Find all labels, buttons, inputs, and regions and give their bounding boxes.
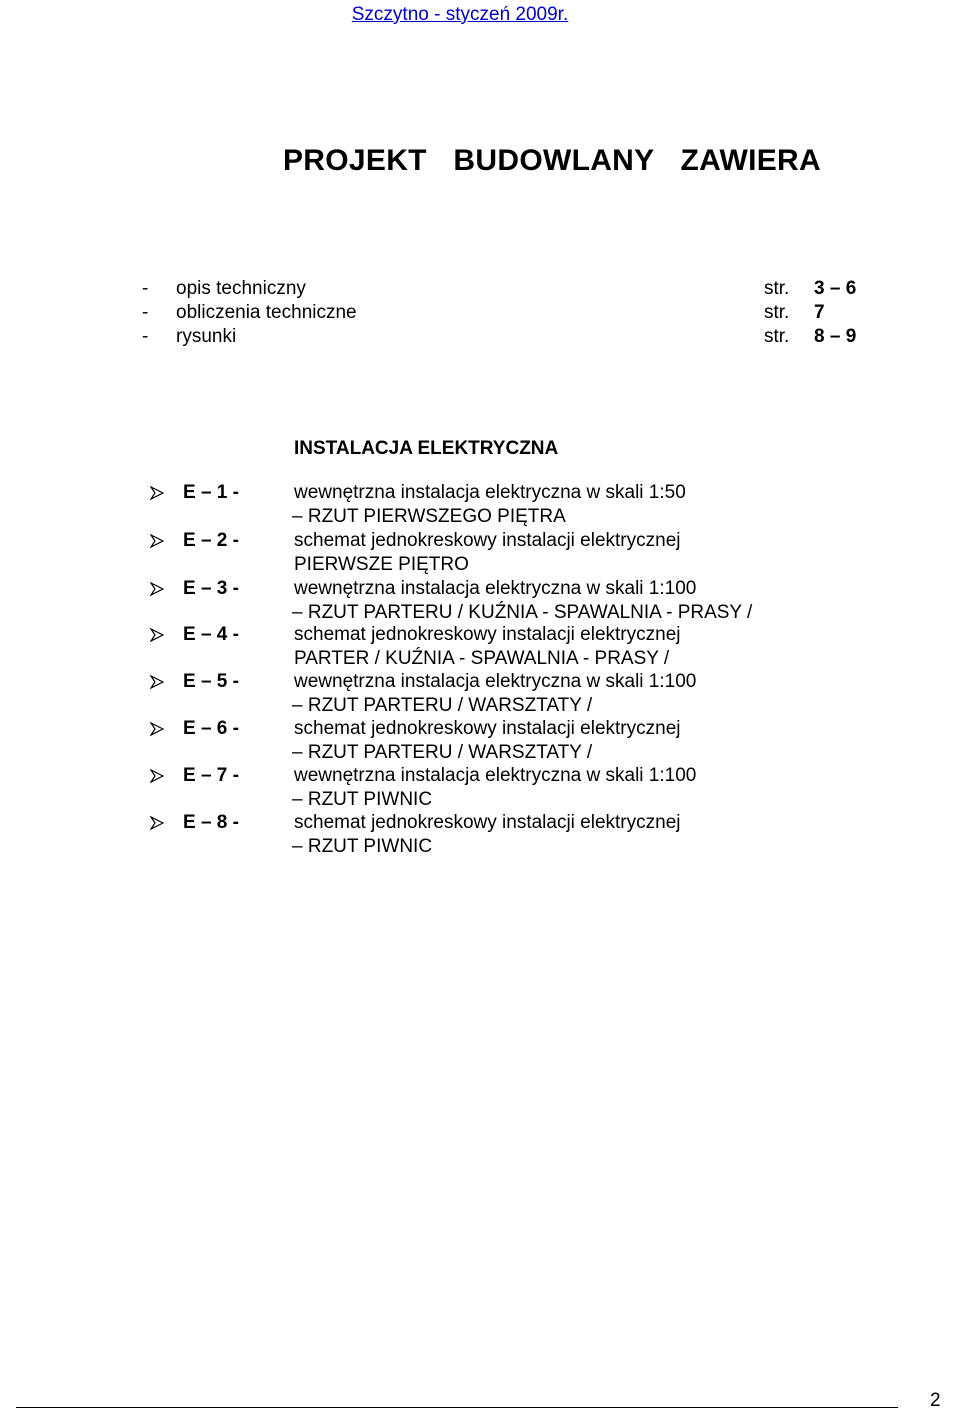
drawing-description: wewnętrzna instalacja elektryczna w skali 1:100 bbox=[294, 578, 697, 599]
drawing-code: E – 5 - bbox=[183, 671, 239, 692]
drawing-code: E – 6 - bbox=[183, 718, 239, 739]
drawing-subtitle: PARTER / KUŹNIA - SPAWALNIA - PRASY / bbox=[294, 648, 670, 669]
footer-divider bbox=[16, 1407, 898, 1408]
contents-dash: - bbox=[142, 326, 149, 347]
contents-label: opis techniczny bbox=[176, 278, 306, 299]
drawing-subtitle: – RZUT PIWNIC bbox=[292, 789, 433, 810]
drawing-description: schemat jednokreskowy instalacji elektrycznej bbox=[294, 718, 681, 739]
drawing-description: schemat jednokreskowy instalacji elektrycznej bbox=[294, 530, 681, 551]
drawing-code: E – 4 - bbox=[183, 624, 239, 645]
contents-item bbox=[142, 326, 872, 350]
contents-item bbox=[142, 278, 872, 302]
contents-label: obliczenia techniczne bbox=[176, 302, 357, 323]
arrow-bullet-icon bbox=[150, 582, 164, 596]
contents-pages: 8 – 9 bbox=[814, 326, 857, 347]
arrow-bullet-icon bbox=[150, 534, 164, 548]
arrow-bullet-icon bbox=[150, 816, 164, 830]
drawing-subtitle: – RZUT PIWNIC bbox=[292, 836, 433, 857]
contents-dash: - bbox=[142, 278, 149, 299]
arrow-bullet-icon bbox=[150, 486, 164, 500]
contents-item bbox=[142, 302, 872, 326]
drawing-subtitle: – RZUT PARTERU / WARSZTATY / bbox=[292, 695, 593, 716]
contents-pages: 3 – 6 bbox=[814, 278, 857, 299]
drawing-subtitle: PIERWSZE PIĘTRO bbox=[294, 554, 469, 575]
drawing-description: wewnętrzna instalacja elektryczna w skali 1:100 bbox=[294, 765, 697, 786]
drawing-description: wewnętrzna instalacja elektryczna w skali 1:100 bbox=[294, 671, 697, 692]
arrow-bullet-icon bbox=[150, 769, 164, 783]
contents-str: str. bbox=[764, 302, 790, 323]
drawing-code: E – 8 - bbox=[183, 812, 239, 833]
page-number: 2 bbox=[930, 1390, 941, 1411]
drawing-code: E – 2 - bbox=[183, 530, 239, 551]
contents-str: str. bbox=[764, 326, 790, 347]
drawing-description: schemat jednokreskowy instalacji elektrycznej bbox=[294, 624, 681, 645]
drawing-description: wewnętrzna instalacja elektryczna w skali 1:50 bbox=[294, 482, 686, 503]
arrow-bullet-icon bbox=[150, 722, 164, 736]
drawing-subtitle: – RZUT PARTERU / KUŹNIA - SPAWALNIA - PRASY / bbox=[292, 602, 753, 623]
contents-pages: 7 bbox=[814, 302, 825, 323]
drawing-subtitle: – RZUT PIERWSZEGO PIĘTRA bbox=[292, 506, 566, 527]
arrow-bullet-icon bbox=[150, 675, 164, 689]
document-header: Szczytno - styczeń 2009r. bbox=[351, 4, 569, 25]
drawing-code: E – 3 - bbox=[183, 578, 239, 599]
contents-str: str. bbox=[764, 278, 790, 299]
page-title: PROJEKT BUDOWLANY ZAWIERA bbox=[283, 144, 821, 177]
drawing-code: E – 7 - bbox=[183, 765, 239, 786]
arrow-bullet-icon bbox=[150, 628, 164, 642]
drawing-description: schemat jednokreskowy instalacji elektrycznej bbox=[294, 812, 681, 833]
drawing-code: E – 1 - bbox=[183, 482, 239, 503]
section-title: INSTALACJA ELEKTRYCZNA bbox=[294, 438, 559, 459]
contents-dash: - bbox=[142, 302, 149, 323]
drawing-subtitle: – RZUT PARTERU / WARSZTATY / bbox=[292, 742, 593, 763]
contents-label: rysunki bbox=[176, 326, 237, 347]
